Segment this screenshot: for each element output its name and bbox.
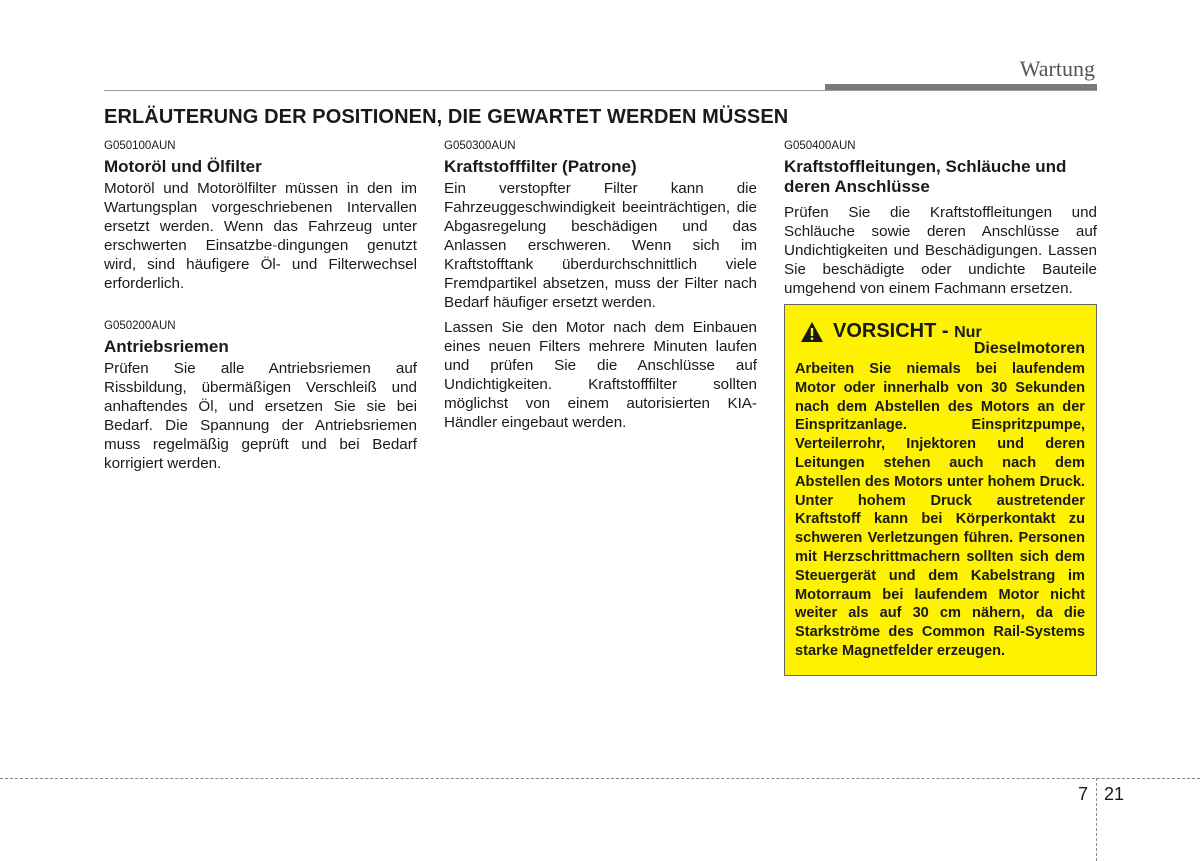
- column-left: [104, 139, 417, 493]
- section-code: G050300AUN: [444, 140, 516, 152]
- page-divider: [1096, 778, 1097, 861]
- caution-label: VORSICHT -: [833, 320, 949, 342]
- section-title: Antriebsriemen: [104, 337, 229, 356]
- section-title: Kraftstofffilter (Patrone): [444, 157, 637, 176]
- section-code: G050200AUN: [104, 320, 176, 332]
- footer-rule: [0, 778, 1200, 779]
- caution-word: [833, 320, 982, 343]
- warning-triangle-icon: [800, 321, 824, 343]
- section-motor-oil: [104, 139, 417, 293]
- caution-scope: Dieselmotoren: [973, 340, 1085, 357]
- column-middle: [444, 139, 757, 438]
- column-right: [784, 139, 1097, 676]
- section-code: G050400AUN: [784, 140, 856, 152]
- section-title: Motoröl und Ölfilter: [104, 157, 262, 176]
- text-part: dingungen genutzt wird, sind häufigere Öl- und Filterwechsel erforderlich.: [104, 237, 417, 292]
- text-part: Motoröl und Motorölfilter müssen in den im Wartungsplan vorgeschriebenen Intervallen ersetzt werden. Wenn das Fahrzeug unter erschwerten Einsatzbe: [104, 180, 417, 254]
- header-rule: [104, 90, 1097, 91]
- hyphen-mark: -: [272, 237, 278, 254]
- page-title: ERLÄUTERUNG DER POSITIONEN, DIE GEWARTET WERDEN MÜSSEN: [104, 106, 789, 128]
- section-text: Lassen Sie den Motor nach dem Einbauen eines neuen Filters mehrere Minuten laufen und prüfen Sie die Anschlüsse auf Undichtigkeiten. Kraftstofffilter sollten möglichst von einem autorisierten KIA-Händler eingebaut werden.: [444, 319, 757, 431]
- caution-box: [784, 304, 1097, 676]
- section-label: Wartung: [1019, 56, 1095, 81]
- section-drive-belts: [104, 319, 417, 473]
- section-title: Kraftstoffleitungen, Schläuche und deren Anschlüsse: [784, 157, 1067, 196]
- caution-header: [795, 316, 1085, 360]
- section-text: [104, 179, 417, 293]
- caution-suffix: Nur: [954, 324, 982, 341]
- section-text: Prüfen Sie die Kraftstoffleitungen und Schläuche sowie deren Anschlüsse auf Undichtigkeiten und Beschädigungen. Lassen Sie beschädigte oder undichte Bauteile umgehend von einem Fachmann ersetzen.: [784, 204, 1097, 297]
- section-text: Prüfen Sie alle Antriebsriemen auf Rissbildung, übermäßigen Verschleiß und anhaftendes Öl, und ersetzen Sie sie bei Bedarf. Die Spannung der Antriebsriemen muss regelmäßig geprüft und bei Bedarf korrigiert werden.: [104, 360, 417, 472]
- caution-text: Arbeiten Sie niemals bei laufendem Motor oder innerhalb von 30 Sekunden nach dem Abstellen des Motors an der Einspritzanlage. Einspritzpumpe, Verteilerrohr, Injektoren und deren Leitungen stehen auch nach dem Abstellen des Motors unter hohem Druck. Unter hohem Druck austretender Kraftstoff kann bei Körperkontakt zu schweren Verletzungen führen. Personen mit Herzschrittmachern sollten sich dem Steuergerät und dem Kabelstrang im Motorraum bei laufendem Motor nicht weiter als auf 30 cm nähern, da die Starkströme des Common Rail-Systems starke Magnetfelder erzeugen.: [795, 361, 1085, 659]
- page-number: 21: [1104, 784, 1125, 804]
- section-text: Ein verstopfter Filter kann die Fahrzeuggeschwindigkeit beeinträchtigen, die Abgasregelung beschädigen und das Anlassen erschweren. Wenn sich im Kraftstofftank überdurchschnittlich viele Fremdpartikel absetzen, muss der Filter nach Bedarf häufiger ersetzt werden.: [444, 180, 757, 311]
- chapter-number: 7: [1078, 784, 1089, 804]
- section-code: G050100AUN: [104, 140, 176, 152]
